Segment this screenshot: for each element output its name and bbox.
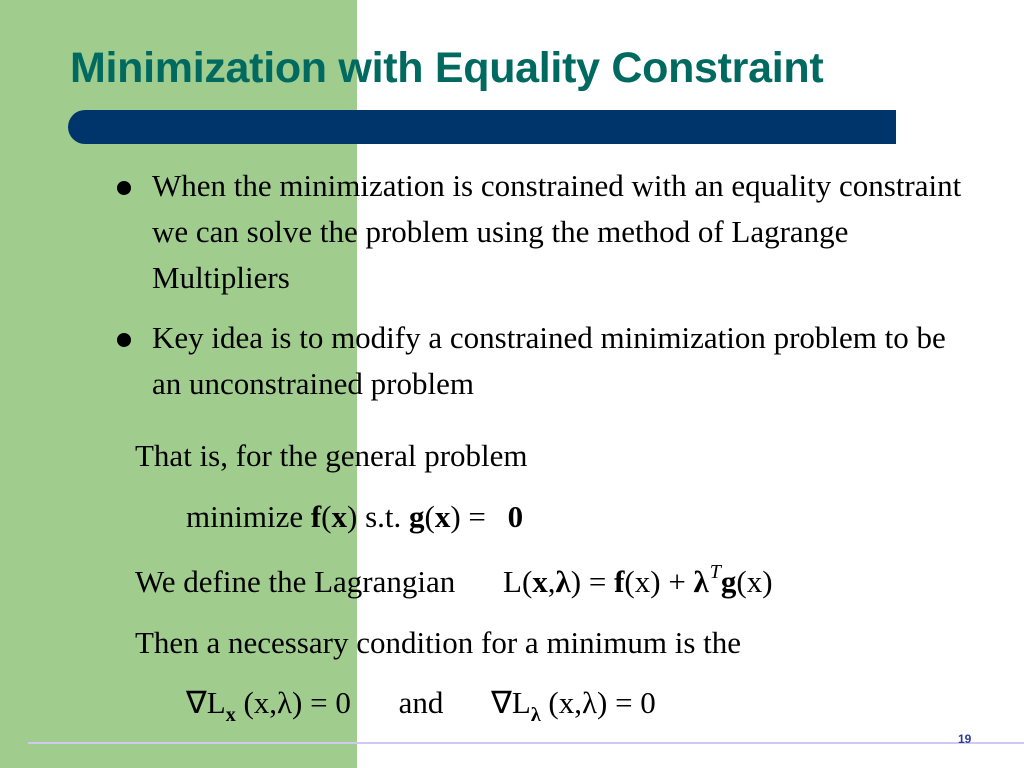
var-lambda: λ — [693, 564, 709, 599]
and-word: and — [398, 685, 444, 720]
page-number: 19 — [958, 732, 972, 746]
function-f: f — [614, 564, 625, 599]
lagrangian-label: We define the Lagrangian — [135, 564, 456, 599]
lagrangian-definition — [135, 562, 773, 606]
paren: ( — [424, 499, 435, 534]
bullet-text: When the minimization is constrained with an equality constraint we can solve the problem using the method of Lagrange Multipliers — [152, 168, 962, 295]
equals: = — [588, 564, 607, 599]
args: (x,λ) — [548, 685, 608, 720]
paren: ( — [321, 499, 332, 534]
lagrangian-L: L — [503, 564, 522, 599]
problem-statement — [186, 497, 523, 537]
subscript-x: x — [225, 704, 236, 726]
bullet-dot-icon — [117, 181, 131, 195]
text-line: That is, for the general problem — [135, 438, 528, 473]
gradient-L: ∇L — [186, 685, 226, 720]
function-g: g — [720, 564, 737, 599]
var-lambda: λ — [555, 564, 571, 599]
plus: + — [668, 564, 686, 599]
var-x: x — [434, 499, 451, 534]
function-f: f — [310, 499, 322, 534]
transpose-superscript: T — [709, 561, 721, 583]
paren: ) — [570, 564, 582, 599]
footer-line — [28, 742, 1024, 744]
subscript-lambda: λ — [530, 704, 541, 726]
var-x: x — [532, 564, 548, 599]
args: (x,λ) — [243, 685, 303, 720]
equals: = — [468, 499, 486, 534]
necessary-condition — [186, 683, 656, 727]
function-g: g — [409, 499, 425, 534]
paren: ( — [521, 564, 533, 599]
f-args: (x) — [624, 564, 661, 599]
paren: ) — [450, 499, 461, 534]
title-underline-bar — [68, 110, 896, 144]
text-line: Then a necessary condition for a minimum is the — [135, 625, 742, 660]
minimize-word: minimize — [186, 499, 304, 534]
comma: , — [547, 564, 556, 599]
equals-zero: = 0 — [310, 685, 351, 720]
slide-title: Minimization with Equality Constraint — [70, 44, 824, 92]
gradient-L: ∇L — [491, 685, 531, 720]
bullet-dot-icon — [117, 333, 131, 347]
zero-vector: 0 — [507, 499, 524, 534]
paren: ) — [347, 499, 358, 534]
such-that: s.t. — [365, 499, 402, 534]
equals-zero: = 0 — [615, 685, 656, 720]
bullet-text: Key idea is to modify a constrained minimization problem to be an unconstrained problem — [152, 320, 946, 401]
var-x: x — [331, 499, 347, 534]
g-args: (x) — [736, 564, 773, 599]
